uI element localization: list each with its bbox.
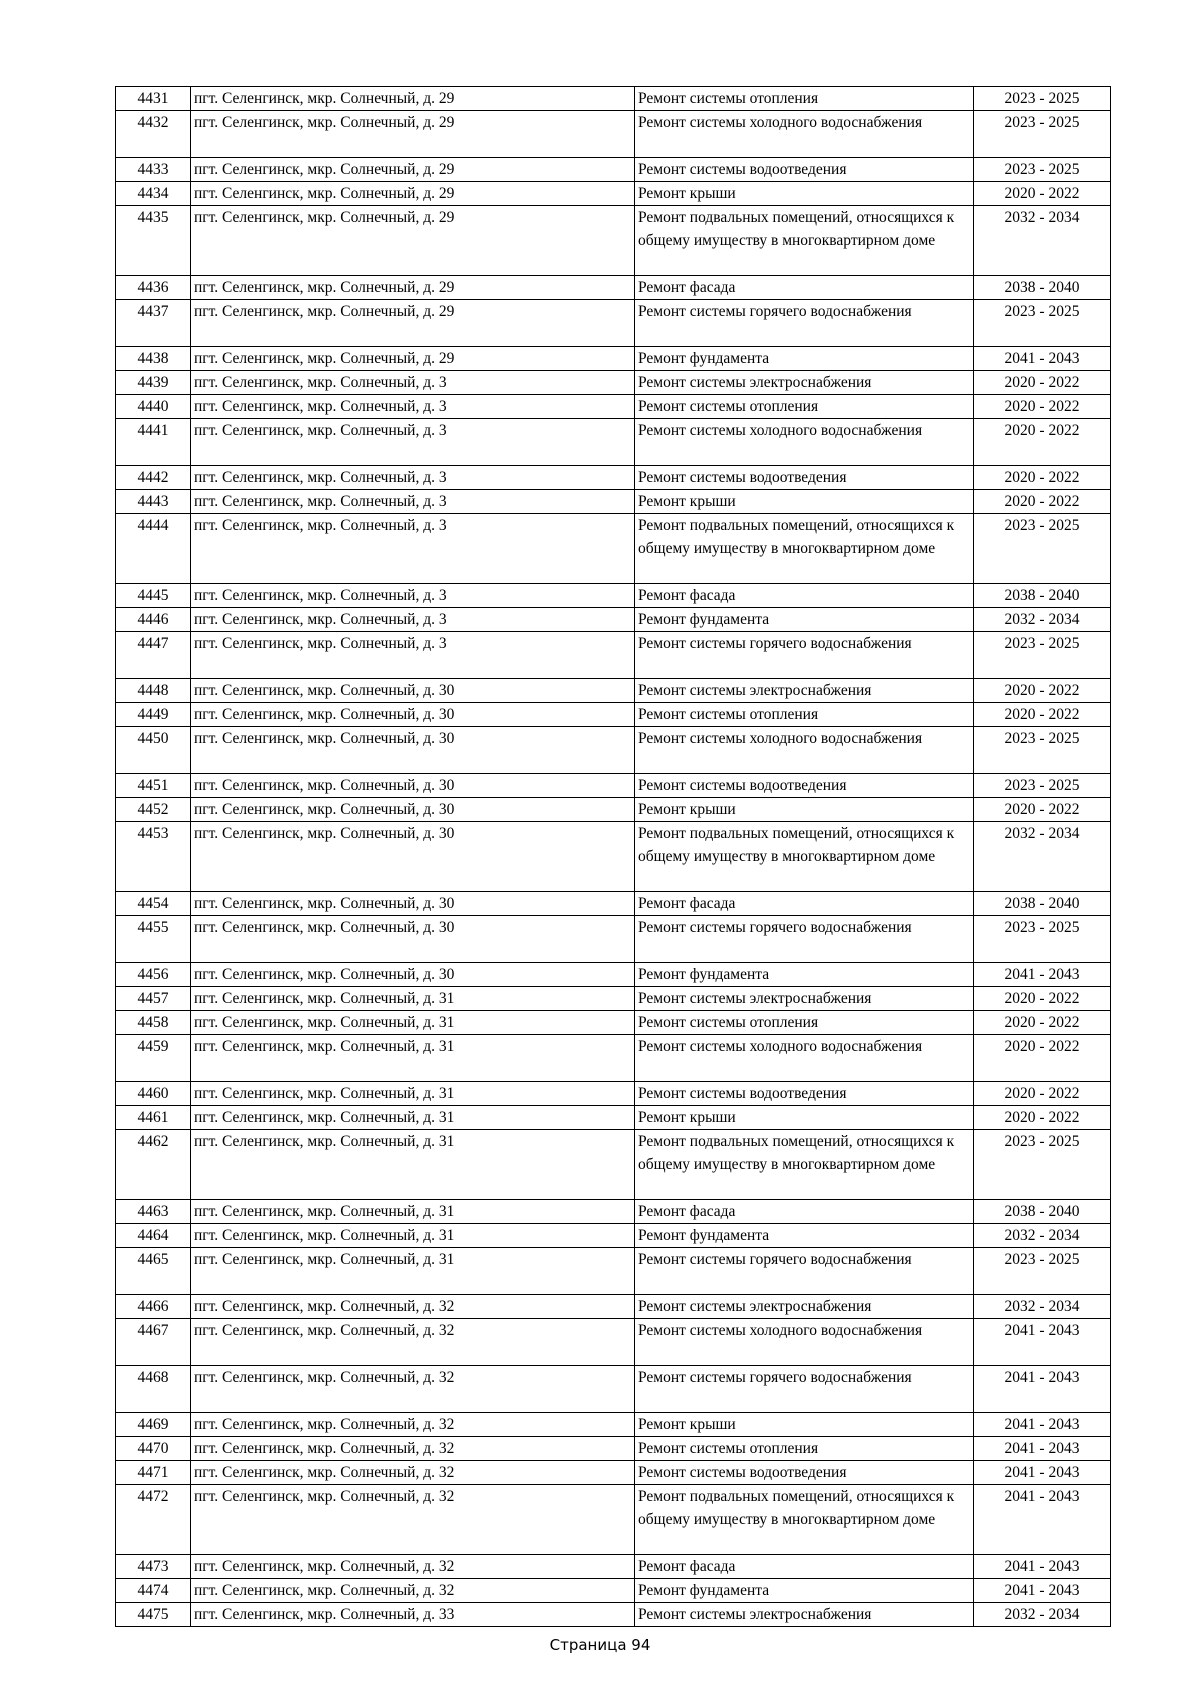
address-cell: пгт. Селенгинск, мкр. Солнечный, д. 31 (191, 1035, 635, 1082)
work-type-cell: Ремонт подвальных помещений, относящихся к общему имуществу в многоквартирном доме (635, 1130, 974, 1200)
work-type-cell: Ремонт системы электроснабжения (635, 987, 974, 1011)
row-number-cell: 4436 (116, 276, 191, 300)
address-cell: пгт. Селенгинск, мкр. Солнечный, д. 32 (191, 1579, 635, 1603)
table-row (116, 1295, 1111, 1319)
row-number-cell: 4456 (116, 963, 191, 987)
table-row (116, 632, 1111, 679)
address-cell: пгт. Селенгинск, мкр. Солнечный, д. 3 (191, 490, 635, 514)
address-cell: пгт. Селенгинск, мкр. Солнечный, д. 3 (191, 395, 635, 419)
period-cell: 2023 - 2025 (974, 1248, 1111, 1295)
address-cell: пгт. Селенгинск, мкр. Солнечный, д. 3 (191, 419, 635, 466)
period-cell: 2038 - 2040 (974, 1200, 1111, 1224)
period-cell: 2032 - 2034 (974, 1603, 1111, 1627)
address-cell: пгт. Селенгинск, мкр. Солнечный, д. 31 (191, 1106, 635, 1130)
row-number-cell: 4443 (116, 490, 191, 514)
period-cell: 2041 - 2043 (974, 1555, 1111, 1579)
table-row (116, 679, 1111, 703)
table-row (116, 727, 1111, 774)
row-number-cell: 4444 (116, 514, 191, 584)
address-cell: пгт. Селенгинск, мкр. Солнечный, д. 30 (191, 822, 635, 892)
period-cell: 2038 - 2040 (974, 584, 1111, 608)
work-type-cell: Ремонт системы отопления (635, 703, 974, 727)
period-cell: 2041 - 2043 (974, 1319, 1111, 1366)
work-type-cell: Ремонт системы водоотведения (635, 158, 974, 182)
work-type-cell: Ремонт системы холодного водоснабжения (635, 419, 974, 466)
address-cell: пгт. Селенгинск, мкр. Солнечный, д. 29 (191, 158, 635, 182)
period-cell: 2020 - 2022 (974, 1106, 1111, 1130)
row-number-cell: 4448 (116, 679, 191, 703)
address-cell: пгт. Селенгинск, мкр. Солнечный, д. 3 (191, 584, 635, 608)
row-number-cell: 4451 (116, 774, 191, 798)
row-number-cell: 4447 (116, 632, 191, 679)
table-row (116, 276, 1111, 300)
row-number-cell: 4472 (116, 1485, 191, 1555)
address-cell: пгт. Селенгинск, мкр. Солнечный, д. 30 (191, 916, 635, 963)
work-type-cell: Ремонт системы отопления (635, 1011, 974, 1035)
address-cell: пгт. Селенгинск, мкр. Солнечный, д. 31 (191, 1082, 635, 1106)
address-cell: пгт. Селенгинск, мкр. Солнечный, д. 31 (191, 1248, 635, 1295)
table-row (116, 608, 1111, 632)
work-type-cell: Ремонт системы горячего водоснабжения (635, 916, 974, 963)
table-row (116, 490, 1111, 514)
period-cell: 2020 - 2022 (974, 987, 1111, 1011)
address-cell: пгт. Селенгинск, мкр. Солнечный, д. 30 (191, 727, 635, 774)
row-number-cell: 4437 (116, 300, 191, 347)
table-row (116, 419, 1111, 466)
row-number-cell: 4461 (116, 1106, 191, 1130)
repair-schedule-table (115, 86, 1111, 1627)
table-row (116, 111, 1111, 158)
row-number-cell: 4453 (116, 822, 191, 892)
period-cell: 2041 - 2043 (974, 1437, 1111, 1461)
table-row (116, 1461, 1111, 1485)
period-cell: 2023 - 2025 (974, 158, 1111, 182)
table-row (116, 1106, 1111, 1130)
period-cell: 2020 - 2022 (974, 1035, 1111, 1082)
work-type-cell: Ремонт системы электроснабжения (635, 1295, 974, 1319)
period-cell: 2041 - 2043 (974, 1579, 1111, 1603)
row-number-cell: 4435 (116, 206, 191, 276)
work-type-cell: Ремонт системы горячего водоснабжения (635, 1366, 974, 1413)
address-cell: пгт. Селенгинск, мкр. Солнечный, д. 29 (191, 276, 635, 300)
work-type-cell: Ремонт системы электроснабжения (635, 1603, 974, 1627)
address-cell: пгт. Селенгинск, мкр. Солнечный, д. 32 (191, 1461, 635, 1485)
period-cell: 2032 - 2034 (974, 608, 1111, 632)
table-row (116, 1319, 1111, 1366)
period-cell: 2023 - 2025 (974, 916, 1111, 963)
period-cell: 2020 - 2022 (974, 371, 1111, 395)
table-row (116, 395, 1111, 419)
address-cell: пгт. Селенгинск, мкр. Солнечный, д. 32 (191, 1485, 635, 1555)
period-cell: 2032 - 2034 (974, 1224, 1111, 1248)
period-cell: 2023 - 2025 (974, 1130, 1111, 1200)
table-row (116, 87, 1111, 111)
row-number-cell: 4454 (116, 892, 191, 916)
period-cell: 2041 - 2043 (974, 347, 1111, 371)
address-cell: пгт. Селенгинск, мкр. Солнечный, д. 30 (191, 774, 635, 798)
address-cell: пгт. Селенгинск, мкр. Солнечный, д. 29 (191, 111, 635, 158)
work-type-cell: Ремонт системы водоотведения (635, 466, 974, 490)
period-cell: 2023 - 2025 (974, 727, 1111, 774)
address-cell: пгт. Селенгинск, мкр. Солнечный, д. 30 (191, 798, 635, 822)
row-number-cell: 4474 (116, 1579, 191, 1603)
table-body (116, 87, 1111, 1627)
period-cell: 2023 - 2025 (974, 632, 1111, 679)
address-cell: пгт. Селенгинск, мкр. Солнечный, д. 32 (191, 1295, 635, 1319)
work-type-cell: Ремонт подвальных помещений, относящихся к общему имуществу в многоквартирном доме (635, 1485, 974, 1555)
row-number-cell: 4449 (116, 703, 191, 727)
address-cell: пгт. Селенгинск, мкр. Солнечный, д. 3 (191, 514, 635, 584)
address-cell: пгт. Селенгинск, мкр. Солнечный, д. 29 (191, 300, 635, 347)
table-row (116, 1035, 1111, 1082)
period-cell: 2020 - 2022 (974, 490, 1111, 514)
row-number-cell: 4469 (116, 1413, 191, 1437)
period-cell: 2020 - 2022 (974, 1082, 1111, 1106)
work-type-cell: Ремонт фундамента (635, 608, 974, 632)
row-number-cell: 4459 (116, 1035, 191, 1082)
work-type-cell: Ремонт системы отопления (635, 1437, 974, 1461)
table-row (116, 182, 1111, 206)
table-row (116, 584, 1111, 608)
address-cell: пгт. Селенгинск, мкр. Солнечный, д. 32 (191, 1413, 635, 1437)
row-number-cell: 4468 (116, 1366, 191, 1413)
period-cell: 2038 - 2040 (974, 892, 1111, 916)
table-row (116, 1248, 1111, 1295)
address-cell: пгт. Селенгинск, мкр. Солнечный, д. 3 (191, 466, 635, 490)
table-row (116, 1082, 1111, 1106)
period-cell: 2020 - 2022 (974, 703, 1111, 727)
period-cell: 2023 - 2025 (974, 300, 1111, 347)
period-cell: 2032 - 2034 (974, 1295, 1111, 1319)
row-number-cell: 4471 (116, 1461, 191, 1485)
address-cell: пгт. Селенгинск, мкр. Солнечный, д. 31 (191, 1130, 635, 1200)
address-cell: пгт. Селенгинск, мкр. Солнечный, д. 3 (191, 632, 635, 679)
table-row (116, 466, 1111, 490)
table-row (116, 1224, 1111, 1248)
period-cell: 2023 - 2025 (974, 514, 1111, 584)
period-cell: 2032 - 2034 (974, 822, 1111, 892)
row-number-cell: 4457 (116, 987, 191, 1011)
period-cell: 2020 - 2022 (974, 679, 1111, 703)
work-type-cell: Ремонт крыши (635, 798, 974, 822)
address-cell: пгт. Селенгинск, мкр. Солнечный, д. 31 (191, 987, 635, 1011)
work-type-cell: Ремонт фасада (635, 584, 974, 608)
work-type-cell: Ремонт фасада (635, 892, 974, 916)
address-cell: пгт. Селенгинск, мкр. Солнечный, д. 32 (191, 1366, 635, 1413)
period-cell: 2032 - 2034 (974, 206, 1111, 276)
work-type-cell: Ремонт системы холодного водоснабжения (635, 1035, 974, 1082)
address-cell: пгт. Селенгинск, мкр. Солнечный, д. 31 (191, 1224, 635, 1248)
work-type-cell: Ремонт системы электроснабжения (635, 679, 974, 703)
row-number-cell: 4450 (116, 727, 191, 774)
row-number-cell: 4475 (116, 1603, 191, 1627)
table-row (116, 206, 1111, 276)
table-row (116, 1579, 1111, 1603)
period-cell: 2023 - 2025 (974, 774, 1111, 798)
address-cell: пгт. Селенгинск, мкр. Солнечный, д. 32 (191, 1555, 635, 1579)
table-row (116, 1603, 1111, 1627)
work-type-cell: Ремонт системы водоотведения (635, 1082, 974, 1106)
table-row (116, 371, 1111, 395)
row-number-cell: 4464 (116, 1224, 191, 1248)
period-cell: 2041 - 2043 (974, 963, 1111, 987)
work-type-cell: Ремонт крыши (635, 182, 974, 206)
work-type-cell: Ремонт системы холодного водоснабжения (635, 727, 974, 774)
row-number-cell: 4452 (116, 798, 191, 822)
work-type-cell: Ремонт подвальных помещений, относящихся к общему имуществу в многоквартирном доме (635, 514, 974, 584)
address-cell: пгт. Селенгинск, мкр. Солнечный, д. 31 (191, 1200, 635, 1224)
period-cell: 2020 - 2022 (974, 182, 1111, 206)
row-number-cell: 4467 (116, 1319, 191, 1366)
row-number-cell: 4460 (116, 1082, 191, 1106)
work-type-cell: Ремонт фасада (635, 276, 974, 300)
work-type-cell: Ремонт подвальных помещений, относящихся к общему имуществу в многоквартирном доме (635, 206, 974, 276)
table-row (116, 300, 1111, 347)
table-row (116, 1200, 1111, 1224)
period-cell: 2020 - 2022 (974, 395, 1111, 419)
address-cell: пгт. Селенгинск, мкр. Солнечный, д. 29 (191, 87, 635, 111)
table-row (116, 1485, 1111, 1555)
table-row (116, 703, 1111, 727)
row-number-cell: 4470 (116, 1437, 191, 1461)
page-number: Страница 94 (549, 1636, 651, 1654)
address-cell: пгт. Селенгинск, мкр. Солнечный, д. 29 (191, 347, 635, 371)
work-type-cell: Ремонт фасада (635, 1200, 974, 1224)
table-row (116, 1130, 1111, 1200)
row-number-cell: 4432 (116, 111, 191, 158)
row-number-cell: 4473 (116, 1555, 191, 1579)
table-row (116, 1555, 1111, 1579)
period-cell: 2020 - 2022 (974, 466, 1111, 490)
row-number-cell: 4463 (116, 1200, 191, 1224)
row-number-cell: 4442 (116, 466, 191, 490)
address-cell: пгт. Селенгинск, мкр. Солнечный, д. 32 (191, 1437, 635, 1461)
period-cell: 2020 - 2022 (974, 798, 1111, 822)
period-cell: 2023 - 2025 (974, 87, 1111, 111)
row-number-cell: 4458 (116, 1011, 191, 1035)
work-type-cell: Ремонт системы отопления (635, 87, 974, 111)
table-row (116, 987, 1111, 1011)
table-row (116, 963, 1111, 987)
period-cell: 2041 - 2043 (974, 1413, 1111, 1437)
work-type-cell: Ремонт системы электроснабжения (635, 371, 974, 395)
work-type-cell: Ремонт системы горячего водоснабжения (635, 1248, 974, 1295)
address-cell: пгт. Селенгинск, мкр. Солнечный, д. 3 (191, 608, 635, 632)
work-type-cell: Ремонт крыши (635, 490, 974, 514)
work-type-cell: Ремонт фундамента (635, 1224, 974, 1248)
row-number-cell: 4446 (116, 608, 191, 632)
address-cell: пгт. Селенгинск, мкр. Солнечный, д. 32 (191, 1319, 635, 1366)
row-number-cell: 4445 (116, 584, 191, 608)
row-number-cell: 4434 (116, 182, 191, 206)
period-cell: 2038 - 2040 (974, 276, 1111, 300)
work-type-cell: Ремонт системы холодного водоснабжения (635, 111, 974, 158)
period-cell: 2041 - 2043 (974, 1485, 1111, 1555)
address-cell: пгт. Селенгинск, мкр. Солнечный, д. 3 (191, 371, 635, 395)
work-type-cell: Ремонт фундамента (635, 1579, 974, 1603)
row-number-cell: 4462 (116, 1130, 191, 1200)
address-cell: пгт. Селенгинск, мкр. Солнечный, д. 30 (191, 963, 635, 987)
address-cell: пгт. Селенгинск, мкр. Солнечный, д. 30 (191, 703, 635, 727)
row-number-cell: 4438 (116, 347, 191, 371)
period-cell: 2023 - 2025 (974, 111, 1111, 158)
work-type-cell: Ремонт системы водоотведения (635, 1461, 974, 1485)
table-row (116, 514, 1111, 584)
table-row (116, 1413, 1111, 1437)
address-cell: пгт. Селенгинск, мкр. Солнечный, д. 29 (191, 182, 635, 206)
row-number-cell: 4440 (116, 395, 191, 419)
work-type-cell: Ремонт фасада (635, 1555, 974, 1579)
table-row (116, 1437, 1111, 1461)
address-cell: пгт. Селенгинск, мкр. Солнечный, д. 33 (191, 1603, 635, 1627)
address-cell: пгт. Селенгинск, мкр. Солнечный, д. 30 (191, 892, 635, 916)
table-row (116, 347, 1111, 371)
work-type-cell: Ремонт системы горячего водоснабжения (635, 632, 974, 679)
period-cell: 2020 - 2022 (974, 1011, 1111, 1035)
row-number-cell: 4433 (116, 158, 191, 182)
address-cell: пгт. Селенгинск, мкр. Солнечный, д. 30 (191, 679, 635, 703)
table-row (116, 1011, 1111, 1035)
table-row (116, 774, 1111, 798)
work-type-cell: Ремонт фундамента (635, 963, 974, 987)
period-cell: 2041 - 2043 (974, 1366, 1111, 1413)
table-row (116, 1366, 1111, 1413)
row-number-cell: 4439 (116, 371, 191, 395)
row-number-cell: 4441 (116, 419, 191, 466)
row-number-cell: 4431 (116, 87, 191, 111)
table-row (116, 916, 1111, 963)
work-type-cell: Ремонт системы горячего водоснабжения (635, 300, 974, 347)
work-type-cell: Ремонт крыши (635, 1106, 974, 1130)
address-cell: пгт. Селенгинск, мкр. Солнечный, д. 29 (191, 206, 635, 276)
address-cell: пгт. Селенгинск, мкр. Солнечный, д. 31 (191, 1011, 635, 1035)
table-row (116, 892, 1111, 916)
work-type-cell: Ремонт подвальных помещений, относящихся к общему имуществу в многоквартирном доме (635, 822, 974, 892)
table-row (116, 798, 1111, 822)
work-type-cell: Ремонт системы водоотведения (635, 774, 974, 798)
table-row (116, 822, 1111, 892)
work-type-cell: Ремонт системы отопления (635, 395, 974, 419)
row-number-cell: 4465 (116, 1248, 191, 1295)
work-type-cell: Ремонт системы холодного водоснабжения (635, 1319, 974, 1366)
row-number-cell: 4455 (116, 916, 191, 963)
period-cell: 2020 - 2022 (974, 419, 1111, 466)
table-row (116, 158, 1111, 182)
work-type-cell: Ремонт крыши (635, 1413, 974, 1437)
row-number-cell: 4466 (116, 1295, 191, 1319)
work-type-cell: Ремонт фундамента (635, 347, 974, 371)
period-cell: 2041 - 2043 (974, 1461, 1111, 1485)
